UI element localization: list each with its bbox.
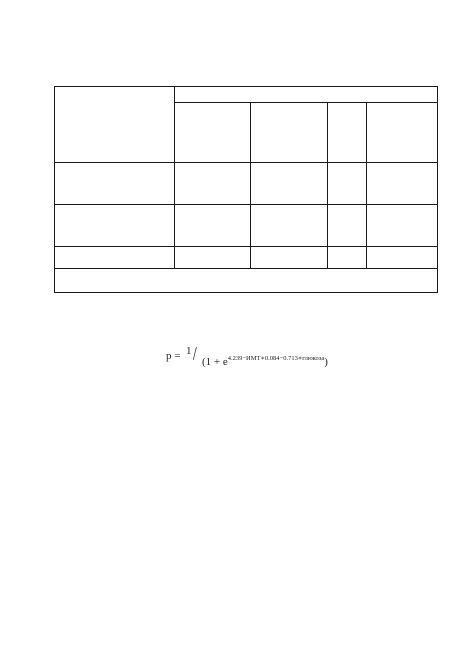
formula-denominator-close: ) (324, 356, 328, 368)
table-row-divider (54, 204, 438, 205)
table-cell (329, 248, 365, 267)
formula-lhs: p = (166, 350, 181, 362)
table-cell (252, 206, 326, 245)
table-cell (176, 206, 249, 245)
table-cell (368, 206, 436, 245)
table-cell (176, 164, 249, 203)
table-column-divider (366, 102, 367, 269)
table-column-divider (250, 102, 251, 269)
table-cell (368, 248, 436, 267)
table-cell (176, 248, 249, 267)
table-cell (252, 248, 326, 267)
table-header-group-divider (175, 102, 438, 103)
table-column-header (252, 104, 326, 161)
table-border-left (54, 86, 55, 293)
formula-denominator-open: (1 + e (202, 356, 228, 368)
table-column-divider (327, 102, 328, 269)
table-header-bottom (54, 162, 438, 163)
table-row-divider (54, 268, 438, 269)
table-cell (252, 164, 326, 203)
table-header-group-label (176, 88, 436, 101)
formula-exponent: 4.239−ИМТ∗0.084−0.713∗глюкоза (227, 355, 325, 362)
formula-denominator (202, 356, 328, 370)
table-column-header (329, 104, 365, 161)
table-border-top (54, 86, 438, 87)
table-header-row-label (56, 88, 172, 160)
table-column-header (368, 104, 436, 161)
table-cell (329, 206, 365, 245)
table-cell (368, 164, 436, 203)
table-row-label (56, 164, 172, 203)
table-cell (329, 164, 365, 203)
table-column-header (176, 104, 249, 161)
formula-numerator: 1 (186, 345, 192, 357)
logistic-formula (166, 344, 366, 380)
table-label-column-divider (174, 86, 175, 269)
table-row-divider (54, 246, 438, 247)
table-footnote (56, 270, 436, 291)
table-border-right (437, 86, 438, 293)
table-row-label (56, 206, 172, 245)
table-row-label (56, 248, 172, 267)
formula-slash: / (192, 343, 197, 365)
table-border-bottom (54, 292, 438, 293)
